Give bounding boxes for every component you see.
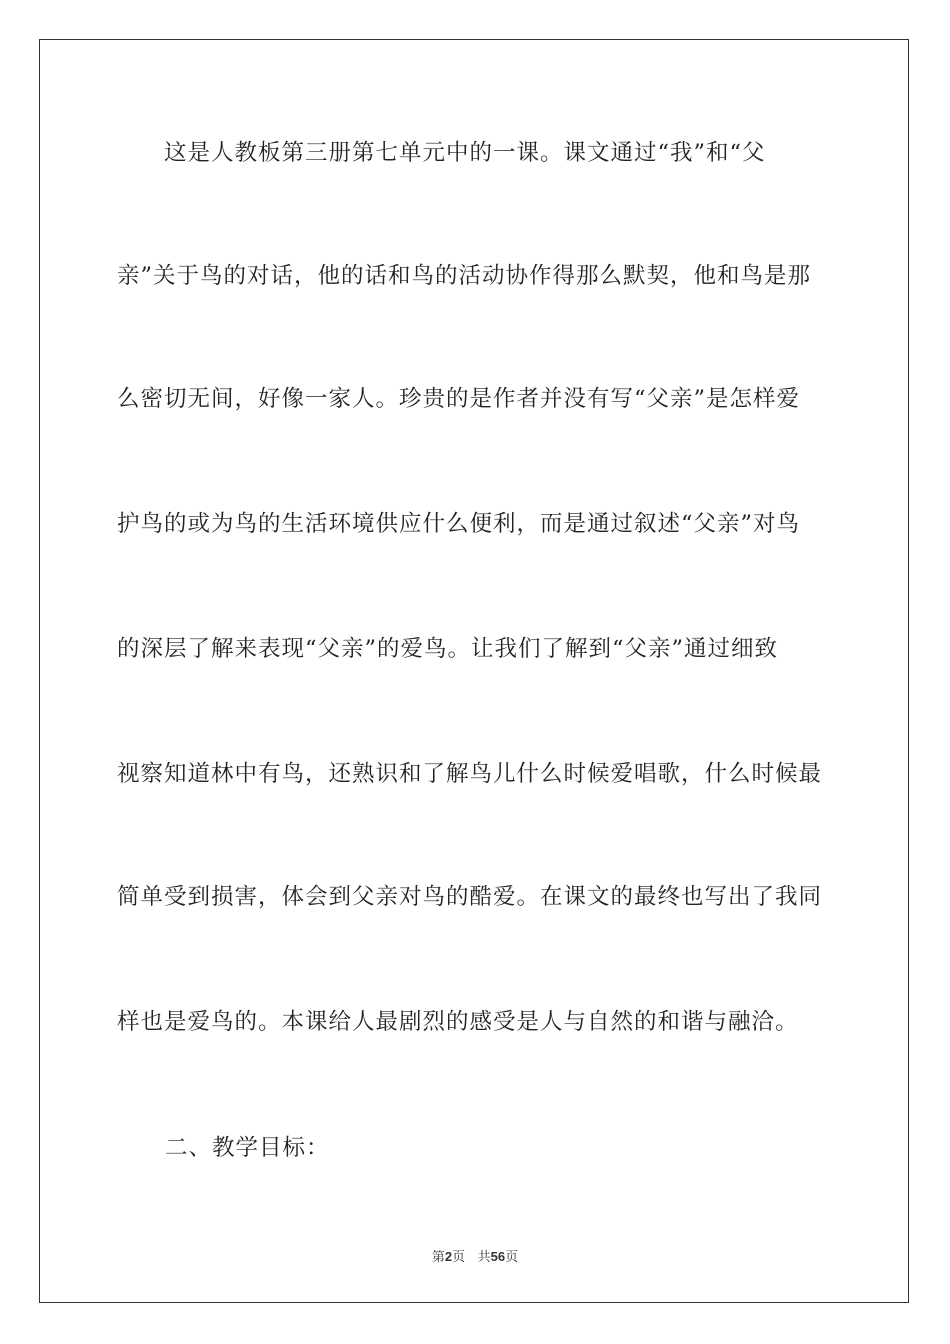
paragraph-line: 这是人教板第三册第七单元中的一课。课文通过“我”和“父 xyxy=(117,140,766,166)
paragraph-line: 亲”关于鸟的对话，他的话和鸟的活动协作得那么默契，他和鸟是那 xyxy=(117,263,812,289)
section-heading: 二、教学目标： xyxy=(165,1135,330,1161)
total-prefix: 共 xyxy=(477,1250,491,1265)
total-suffix: 页 xyxy=(505,1250,519,1265)
paragraph-line: 么密切无间，好像一家人。珍贵的是作者并没有写“父亲”是怎样爱 xyxy=(117,386,801,412)
page-suffix: 页 xyxy=(452,1250,466,1265)
paragraph-line: 视察知道林中有鸟，还熟识和了解鸟儿什么时候爱唱歌，什么时候最 xyxy=(117,761,823,787)
paragraph-line: 简单受到损害，体会到父亲对鸟的酷爱。在课文的最终也写出了我同 xyxy=(117,884,823,910)
page-prefix: 第 xyxy=(431,1250,445,1265)
page-footer xyxy=(0,1246,950,1265)
paragraph-line: 样也是爱鸟的。本课给人最剧烈的感受是人与自然的和谐与融洽。 xyxy=(117,1009,799,1035)
page-border xyxy=(39,39,909,1303)
total-pages: 56 xyxy=(490,1249,506,1264)
paragraph-line: 护鸟的或为鸟的生活环境供应什么便利，而是通过叙述“父亲”对鸟 xyxy=(117,511,801,537)
page-number: 2 xyxy=(444,1249,453,1264)
paragraph-line: 的深层了解来表现“父亲”的爱鸟。让我们了解到“父亲”通过细致 xyxy=(117,636,779,662)
